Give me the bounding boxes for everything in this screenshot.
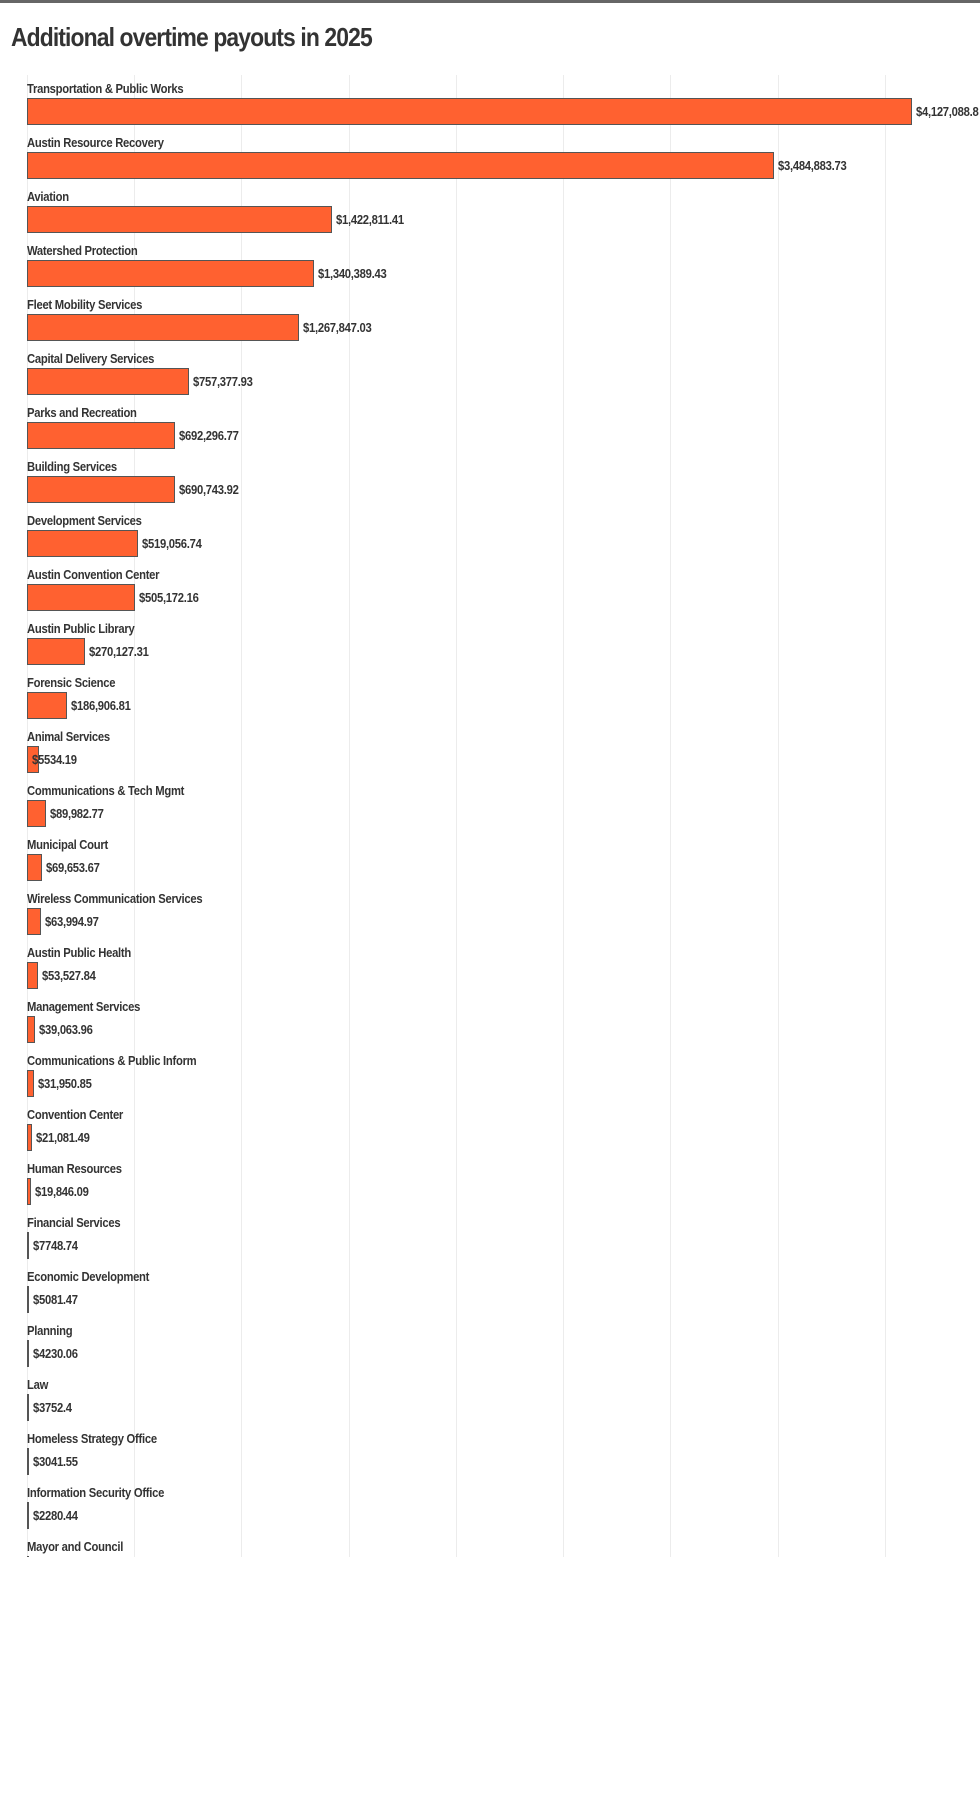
value-label: $53,527.84: [42, 969, 97, 983]
value-label: $63,994.97: [44, 915, 99, 929]
bar: [27, 152, 774, 179]
value-label: $89,982.77: [50, 807, 104, 821]
value-label: $5534.19: [32, 753, 77, 767]
bar: [27, 368, 189, 395]
bar: [27, 1286, 29, 1313]
gridline: [885, 75, 886, 1557]
category-label: Aviation: [27, 190, 69, 204]
value-label: $19,846.09: [35, 1185, 89, 1199]
category-label: Law: [27, 1378, 49, 1392]
value-label: $5081.47: [33, 1293, 78, 1307]
bar: [27, 206, 332, 233]
value-label: $3752.4: [33, 1401, 72, 1415]
category-label: Mayor and Council: [27, 1540, 124, 1554]
category-label: Austin Resource Recovery: [27, 136, 164, 150]
category-label: Financial Services: [27, 1216, 121, 1230]
bar: [27, 800, 46, 827]
category-label: Development Services: [27, 514, 142, 528]
category-label: Watershed Protection: [27, 244, 138, 258]
category-label: Animal Services: [27, 730, 110, 744]
category-label: Economic Development: [27, 1270, 150, 1284]
bar: [27, 584, 135, 611]
category-label: Transportation & Public Works: [27, 82, 184, 96]
gridline: [670, 75, 671, 1557]
bar: [27, 1502, 29, 1529]
category-label: Building Services: [27, 460, 117, 474]
category-label: Austin Convention Center: [27, 568, 160, 582]
gridline: [563, 75, 564, 1557]
bar: [27, 962, 38, 989]
value-label: $69,653.67: [45, 861, 100, 875]
category-label: Management Services: [27, 1000, 141, 1014]
top-border: [0, 0, 980, 3]
category-label: Convention Center: [27, 1108, 124, 1122]
value-label: $1,267,847.03: [302, 321, 372, 335]
value-label: $4230.06: [33, 1347, 78, 1361]
bar: [27, 1556, 29, 1557]
value-label: $3041.55: [33, 1455, 78, 1469]
bar: [27, 98, 912, 125]
bar: [27, 314, 299, 341]
value-label: $270,127.31: [88, 645, 149, 659]
value-label: $2280.44: [33, 1509, 78, 1523]
category-label: Human Resources: [27, 1162, 122, 1176]
bar: [27, 260, 314, 287]
category-label: Communications & Public Inform: [27, 1054, 197, 1068]
category-label: Communications & Tech Mgmt: [27, 784, 185, 798]
gridline: [241, 75, 242, 1557]
category-label: Capital Delivery Services: [27, 352, 155, 366]
bar: [27, 1016, 35, 1043]
bar: [27, 1448, 29, 1475]
bar: [27, 1232, 29, 1259]
bar: [27, 1070, 34, 1097]
bar: [27, 476, 175, 503]
bar: [27, 908, 41, 935]
category-label: Homeless Strategy Office: [27, 1432, 157, 1446]
value-label: $505,172.16: [139, 591, 199, 605]
value-label: $3,484,883.73: [778, 159, 847, 173]
bar: [27, 854, 42, 881]
bar-chart-plot: [0, 75, 980, 1557]
bar: [27, 1178, 31, 1205]
category-label: Austin Public Library: [27, 622, 135, 636]
category-label: Austin Public Health: [27, 946, 131, 960]
category-label: Municipal Court: [27, 838, 108, 852]
gridline: [349, 75, 350, 1557]
value-label: $1,422,811.41: [336, 213, 404, 227]
bar: [27, 692, 67, 719]
value-label: $692,296.77: [179, 429, 240, 443]
bar: [27, 1394, 29, 1421]
category-label: Forensic Science: [27, 676, 116, 690]
category-label: Wireless Communication Services: [27, 892, 203, 906]
category-label: Parks and Recreation: [27, 406, 137, 420]
value-label: $21,081.49: [35, 1131, 90, 1145]
value-label: $39,063.96: [39, 1023, 93, 1037]
value-label: $31,950.85: [37, 1077, 92, 1091]
bar: [27, 638, 85, 665]
category-label: Information Security Office: [27, 1486, 165, 1500]
value-label: $186,906.81: [71, 699, 131, 713]
bar: [27, 530, 138, 557]
bar: [27, 422, 175, 449]
category-label: Planning: [27, 1324, 73, 1338]
value-label: $690,743.92: [179, 483, 239, 497]
value-label: $519,056.74: [142, 537, 202, 551]
gridline: [456, 75, 457, 1557]
value-label: $4,127,088.8: [916, 105, 979, 119]
gridline: [778, 75, 779, 1557]
bar: [27, 1124, 32, 1151]
value-label: $757,377.93: [193, 375, 254, 389]
category-label: Fleet Mobility Services: [27, 298, 143, 312]
bar: [27, 1340, 29, 1367]
value-label: $1,340,389.43: [318, 267, 387, 281]
value-label: $7748.74: [33, 1239, 78, 1253]
chart-title: Additional overtime payouts in 2025: [11, 22, 372, 52]
